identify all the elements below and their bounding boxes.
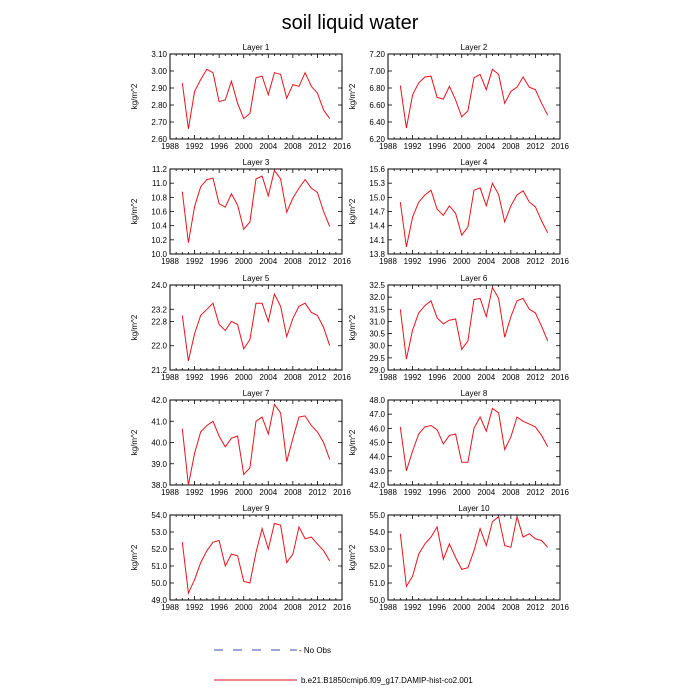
legend-obs-label: - No Obs — [299, 646, 332, 655]
x-tick-label: 1996 — [428, 603, 447, 612]
y-tick-label: 42.0 — [369, 481, 385, 490]
y-tick-label: 50.0 — [151, 579, 167, 588]
y-tick-label: 48.0 — [369, 396, 385, 405]
x-tick-label: 2000 — [452, 373, 471, 382]
panel-layer-2 — [348, 43, 569, 151]
y-tick-label: 14.7 — [369, 207, 385, 217]
x-tick-label: 2012 — [308, 603, 327, 612]
panel-grid — [130, 43, 569, 612]
y-tick-label: 51.0 — [151, 562, 167, 571]
x-tick-label: 2012 — [526, 603, 545, 612]
y-tick-label: 45.0 — [369, 438, 385, 448]
series-line — [400, 69, 547, 128]
figure-title: soil liquid water — [281, 12, 419, 34]
y-tick-label: 10.0 — [151, 250, 167, 259]
x-tick-label: 2016 — [333, 142, 351, 151]
y-tick-label: 31.0 — [369, 317, 385, 327]
x-tick-label: 2000 — [234, 603, 253, 612]
x-tick-label: 2004 — [477, 142, 496, 151]
x-tick-label: 1996 — [428, 488, 447, 497]
x-tick-label: 1988 — [161, 488, 179, 497]
x-tick-label: 1992 — [185, 488, 204, 497]
legend-model-label: b.e21.B1850cmip6.f09_g17.DAMIP-hist-co2.001 — [301, 676, 473, 685]
x-tick-label: 2016 — [551, 373, 569, 382]
x-tick-label: 1992 — [185, 373, 204, 382]
y-tick-label: 6.60 — [369, 101, 385, 110]
y-tick-label: 6.20 — [369, 135, 385, 144]
x-tick-label: 2012 — [526, 373, 545, 382]
x-tick-label: 1992 — [185, 142, 204, 151]
plot-frame — [388, 400, 560, 485]
x-tick-label: 2016 — [333, 257, 351, 266]
y-tick-label: 55.0 — [369, 511, 385, 520]
y-axis-label: kg/m^2 — [130, 429, 139, 456]
x-tick-label: 2016 — [551, 142, 569, 151]
x-tick-label: 1996 — [210, 373, 229, 382]
y-axis-label: kg/m^2 — [130, 83, 139, 110]
panel-title: Layer 9 — [242, 504, 270, 513]
y-tick-label: 3.00 — [151, 67, 167, 76]
y-tick-label: 54.0 — [369, 528, 385, 537]
plot-frame — [388, 515, 560, 600]
panel-title: Layer 5 — [242, 274, 270, 283]
y-tick-label: 39.0 — [151, 459, 167, 469]
y-tick-label: 7.20 — [369, 50, 385, 59]
x-tick-label: 2004 — [259, 373, 278, 382]
y-tick-label: 41.0 — [151, 417, 167, 427]
x-tick-label: 2012 — [308, 373, 327, 382]
x-tick-label: 1988 — [161, 142, 179, 151]
panel-layer-7 — [130, 389, 351, 497]
x-tick-label: 1992 — [403, 603, 422, 612]
x-tick-label: 1996 — [428, 257, 447, 266]
y-tick-label: 7.00 — [369, 67, 385, 76]
x-tick-label: 1992 — [185, 257, 204, 266]
panel-layer-9 — [130, 504, 351, 612]
y-tick-label: 24.0 — [151, 281, 167, 290]
x-tick-label: 1992 — [403, 257, 422, 266]
series-line — [182, 404, 329, 485]
y-tick-label: 14.1 — [369, 235, 385, 245]
y-tick-label: 53.0 — [151, 528, 167, 537]
panel-layer-3 — [130, 158, 351, 266]
series-line — [182, 524, 329, 594]
y-axis-label: kg/m^2 — [348, 544, 357, 571]
x-tick-label: 2008 — [283, 373, 302, 382]
series-line — [182, 170, 329, 242]
x-tick-label: 1992 — [403, 488, 422, 497]
y-tick-label: 29.5 — [369, 353, 385, 363]
x-tick-label: 2008 — [501, 488, 520, 497]
x-tick-label: 2008 — [283, 257, 302, 266]
y-tick-label: 30.5 — [369, 329, 385, 339]
x-tick-label: 2012 — [308, 257, 327, 266]
y-tick-label: 2.90 — [151, 84, 167, 93]
plot-frame — [388, 169, 560, 254]
x-tick-label: 2004 — [477, 603, 496, 612]
x-tick-label: 2000 — [452, 603, 471, 612]
y-tick-label: 54.0 — [151, 511, 167, 520]
x-tick-label: 2012 — [526, 488, 545, 497]
x-tick-label: 1996 — [428, 373, 447, 382]
y-tick-label: 52.0 — [151, 545, 167, 554]
x-tick-label: 1988 — [379, 603, 397, 612]
y-tick-label: 10.2 — [151, 235, 167, 245]
x-tick-label: 2000 — [452, 142, 471, 151]
y-tick-label: 46.0 — [369, 424, 385, 434]
y-tick-label: 21.2 — [151, 366, 167, 375]
panel-title: Layer 6 — [460, 274, 488, 283]
y-tick-label: 32.0 — [369, 293, 385, 303]
x-tick-label: 2000 — [234, 373, 253, 382]
x-tick-label: 1992 — [403, 142, 422, 151]
y-tick-label: 49.0 — [151, 596, 167, 605]
y-axis-label: kg/m^2 — [130, 544, 139, 571]
panel-layer-10 — [348, 504, 569, 612]
y-tick-label: 29.0 — [369, 366, 385, 375]
x-tick-label: 2012 — [526, 257, 545, 266]
x-tick-label: 1996 — [428, 142, 447, 151]
x-tick-label: 1996 — [210, 603, 229, 612]
y-tick-label: 14.4 — [369, 221, 385, 231]
y-tick-label: 43.0 — [369, 466, 385, 476]
series-line — [182, 69, 329, 129]
panel-title: Layer 10 — [458, 504, 490, 513]
y-tick-label: 2.60 — [151, 135, 167, 144]
x-tick-label: 1988 — [379, 488, 397, 497]
x-tick-label: 2008 — [283, 488, 302, 497]
x-tick-label: 2008 — [501, 142, 520, 151]
y-axis-label: kg/m^2 — [348, 83, 357, 110]
y-tick-label: 40.0 — [151, 438, 167, 448]
x-tick-label: 1988 — [379, 142, 397, 151]
x-tick-label: 1996 — [210, 257, 229, 266]
x-tick-label: 2016 — [333, 488, 351, 497]
panel-title: Layer 4 — [460, 158, 488, 167]
x-tick-label: 2004 — [477, 488, 496, 497]
series-line — [400, 287, 547, 359]
y-axis-label: kg/m^2 — [348, 429, 357, 456]
x-tick-label: 2012 — [526, 142, 545, 151]
y-tick-label: 51.0 — [369, 579, 385, 588]
x-tick-label: 1988 — [379, 257, 397, 266]
y-tick-label: 47.0 — [369, 410, 385, 420]
x-tick-label: 2016 — [551, 488, 569, 497]
y-tick-label: 30.0 — [369, 341, 385, 351]
y-tick-label: 15.3 — [369, 179, 385, 189]
x-tick-label: 2000 — [234, 488, 253, 497]
x-tick-label: 2008 — [283, 142, 302, 151]
plot-frame — [170, 285, 342, 370]
y-tick-label: 52.0 — [369, 562, 385, 571]
x-tick-label: 1988 — [161, 603, 179, 612]
y-tick-label: 15.0 — [369, 193, 385, 203]
x-tick-label: 2004 — [259, 257, 278, 266]
y-axis-label: kg/m^2 — [348, 314, 357, 341]
panel-layer-4 — [348, 158, 569, 266]
x-tick-label: 2004 — [259, 488, 278, 497]
x-tick-label: 1992 — [185, 603, 204, 612]
x-tick-label: 2004 — [259, 142, 278, 151]
series-line — [400, 517, 547, 587]
plot-frame — [170, 54, 342, 139]
plot-frame — [170, 515, 342, 600]
y-tick-label: 2.70 — [151, 118, 167, 127]
x-tick-label: 2000 — [234, 142, 253, 151]
y-tick-label: 10.4 — [151, 221, 167, 231]
x-tick-label: 1996 — [210, 142, 229, 151]
y-tick-label: 22.0 — [151, 341, 167, 351]
y-axis-label: kg/m^2 — [130, 314, 139, 341]
series-line — [400, 183, 547, 247]
y-tick-label: 15.6 — [369, 165, 385, 174]
y-tick-label: 31.5 — [369, 305, 385, 315]
series-line — [400, 409, 547, 471]
x-tick-label: 2000 — [234, 257, 253, 266]
x-tick-label: 2004 — [477, 257, 496, 266]
x-tick-label: 1996 — [210, 488, 229, 497]
x-tick-label: 2000 — [452, 488, 471, 497]
y-tick-label: 6.80 — [369, 84, 385, 93]
x-tick-label: 1988 — [379, 373, 397, 382]
panel-title: Layer 1 — [242, 43, 270, 52]
x-tick-label: 2008 — [501, 603, 520, 612]
y-tick-label: 32.5 — [369, 281, 385, 290]
x-tick-label: 2008 — [283, 603, 302, 612]
y-tick-label: 10.8 — [151, 193, 167, 203]
x-tick-label: 1992 — [403, 373, 422, 382]
y-axis-label: kg/m^2 — [348, 198, 357, 225]
y-tick-label: 50.0 — [369, 596, 385, 605]
y-tick-label: 53.0 — [369, 545, 385, 554]
panel-title: Layer 2 — [460, 43, 488, 52]
y-tick-label: 23.2 — [151, 305, 167, 315]
y-tick-label: 13.8 — [369, 250, 385, 259]
x-tick-label: 2016 — [551, 257, 569, 266]
panel-title: Layer 7 — [242, 389, 270, 398]
panel-title: Layer 3 — [242, 158, 270, 167]
y-tick-label: 6.40 — [369, 118, 385, 127]
x-tick-label: 2012 — [308, 142, 327, 151]
y-tick-label: 10.6 — [151, 207, 167, 217]
plot-frame — [388, 54, 560, 139]
panel-layer-1 — [130, 43, 351, 151]
legend — [214, 646, 473, 685]
y-tick-label: 44.0 — [369, 452, 385, 462]
x-tick-label: 2016 — [333, 603, 351, 612]
y-tick-label: 11.0 — [152, 179, 167, 189]
y-tick-label: 38.0 — [151, 481, 167, 490]
plot-frame — [170, 400, 342, 485]
x-tick-label: 2000 — [452, 257, 471, 266]
x-tick-label: 2016 — [333, 373, 351, 382]
y-tick-label: 3.10 — [151, 50, 167, 59]
y-axis-label: kg/m^2 — [130, 198, 139, 225]
panel-title: Layer 8 — [460, 389, 488, 398]
panel-layer-8 — [348, 389, 569, 497]
y-tick-label: 22.8 — [151, 317, 167, 327]
x-tick-label: 2016 — [551, 603, 569, 612]
x-tick-label: 2004 — [259, 603, 278, 612]
panel-layer-5 — [130, 274, 351, 382]
y-tick-label: 42.0 — [151, 396, 167, 405]
x-tick-label: 2008 — [501, 257, 520, 266]
y-tick-label: 11.2 — [152, 165, 167, 174]
x-tick-label: 1988 — [161, 373, 179, 382]
x-tick-label: 2008 — [501, 373, 520, 382]
x-tick-label: 1988 — [161, 257, 179, 266]
y-tick-label: 2.80 — [151, 101, 167, 110]
panel-layer-6 — [348, 274, 569, 382]
x-tick-label: 2012 — [308, 488, 327, 497]
x-tick-label: 2004 — [477, 373, 496, 382]
series-line — [182, 294, 329, 361]
